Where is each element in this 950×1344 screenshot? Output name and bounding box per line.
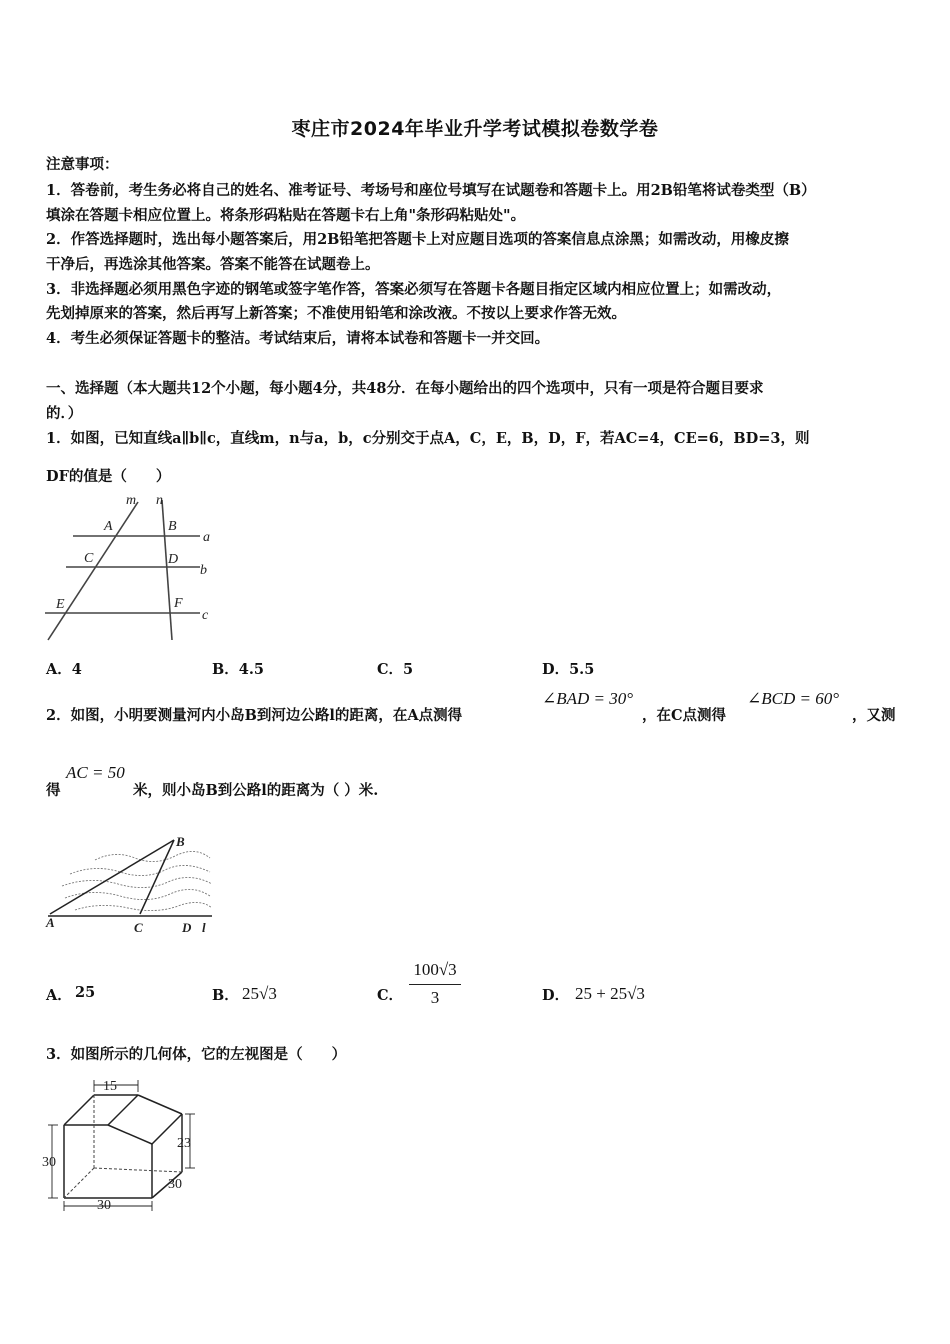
q2-option-c-denominator[interactable]: 3 xyxy=(430,988,440,1007)
label-A: A xyxy=(104,519,113,534)
label-B: B xyxy=(176,834,185,849)
q2-angle-bad: ∠BAD = 30° xyxy=(542,689,634,708)
q2-text-part-5: 米，则小岛B到公路l的距离为（ ）米. xyxy=(133,782,379,799)
q1-text-line-1: 1．如图，已知直线a∥b∥c，直线m，n与a，b，c分别交于点A，C，E，B，D，F，若AC=4，CE=6，BD=3，则 xyxy=(46,430,810,447)
section-heading-line-1: 一、选择题（本大题共12个小题，每小题4分，共48分．在每小题给出的四个选项中，只有一项是符合题目要求 xyxy=(46,380,764,397)
notice-line-4: 干净后，再选涂其他答案。答案不能答在试题卷上。 xyxy=(46,256,380,273)
q2-option-a-value[interactable]: 25 xyxy=(75,984,96,1001)
dim-15: 15 xyxy=(103,1079,117,1094)
q2-option-b-value[interactable]: 25√3 xyxy=(242,984,277,1003)
label-b: b xyxy=(200,563,207,578)
q2-option-c-numerator[interactable]: 100√3 xyxy=(413,960,457,979)
segment-cb xyxy=(140,840,174,914)
q2-option-d-label[interactable]: D． xyxy=(542,987,570,1004)
notice-line-7: 4．考生必须保证答题卡的整洁。考试结束后，请将本试卷和答题卡一并交回。 xyxy=(46,330,550,347)
q2-option-c-label[interactable]: C． xyxy=(377,987,404,1004)
label-m: m xyxy=(126,493,137,508)
river-waves xyxy=(62,851,212,910)
notice-line-2: 填涂在答题卡相应位置上。将条形码粘贴在答题卡右上角"条形码粘贴处"。 xyxy=(46,207,526,224)
notice-line-6: 先划掉原来的答案，然后再写上新答案；不准使用铅笔和涂改液。不按以上要求作答无效。 xyxy=(46,305,626,322)
q1-option-d[interactable]: D．5.5 xyxy=(542,661,595,678)
label-c: c xyxy=(202,608,209,623)
page-title: 枣庄市2024年毕业升学考试模拟卷数学卷 xyxy=(291,118,659,140)
section-heading-line-2: 的．） xyxy=(46,405,83,422)
label-F: F xyxy=(174,596,183,611)
q2-option-a-label[interactable]: A． xyxy=(46,987,72,1004)
q2-text-part-1: 2．如图，小明要测量河内小岛B到河边公路l的距离，在A点测得 xyxy=(46,707,463,724)
dim-30-height: 30 xyxy=(42,1155,56,1170)
q2-text-part-4: 得 xyxy=(46,782,61,799)
q3-text: 3．如图所示的几何体，它的左视图是（ ） xyxy=(46,1046,347,1063)
line-m xyxy=(48,502,138,640)
q2-figure xyxy=(40,828,220,938)
q2-angle-bcd: ∠BCD = 60° xyxy=(747,689,840,708)
label-n: n xyxy=(156,493,163,508)
notice-line-3: 2．作答选择题时，选出每小题答案后，用2B铅笔把答题卡上对应题目选项的答案信息点涂黑；如需改动，用橡皮擦 xyxy=(46,231,789,248)
q2-text-part-2: ，在C点测得 xyxy=(642,707,727,724)
fraction-bar xyxy=(409,984,461,985)
dim-30-depth: 30 xyxy=(168,1177,182,1192)
label-E: E xyxy=(56,597,65,612)
label-a: a xyxy=(203,530,210,545)
notice-line-1: 1．答卷前，考生务必将自己的姓名、准考证号、考场号和座位号填写在试题卷和答题卡上。用2B铅笔将试卷类型（B） xyxy=(46,182,816,199)
notice-line-5: 3．非选择题必须用黑色字迹的钢笔或签字笔作答，答案必须写在答题卡各题目指定区域内相应位置上；如需改动， xyxy=(46,281,782,298)
segment-ab xyxy=(50,840,174,914)
dim-30-width: 30 xyxy=(97,1198,111,1213)
q2-ac-length: AC = 50 xyxy=(66,763,125,782)
label-D: D xyxy=(168,552,179,567)
q1-option-c[interactable]: C．5 xyxy=(377,661,414,678)
dim-23: 23 xyxy=(177,1136,191,1151)
solid-edges xyxy=(64,1095,182,1198)
q3-figure xyxy=(40,1070,200,1215)
label-B: B xyxy=(168,519,177,534)
label-l: l xyxy=(202,920,206,935)
q1-option-a[interactable]: A．4 xyxy=(46,661,82,678)
q2-option-b-label[interactable]: B． xyxy=(212,987,239,1004)
q2-option-d-value[interactable]: 25 + 25√3 xyxy=(575,984,645,1003)
label-A: A xyxy=(46,915,55,930)
notice-heading: 注意事项： xyxy=(46,156,119,173)
label-D: D xyxy=(182,920,192,935)
label-C: C xyxy=(134,920,143,935)
q1-figure xyxy=(40,490,225,645)
q1-option-b[interactable]: B．4.5 xyxy=(212,661,264,678)
q2-text-part-3: ，又测 xyxy=(852,707,896,724)
q1-text-line-2: DF的值是（ ） xyxy=(46,468,171,485)
label-C: C xyxy=(84,551,94,566)
